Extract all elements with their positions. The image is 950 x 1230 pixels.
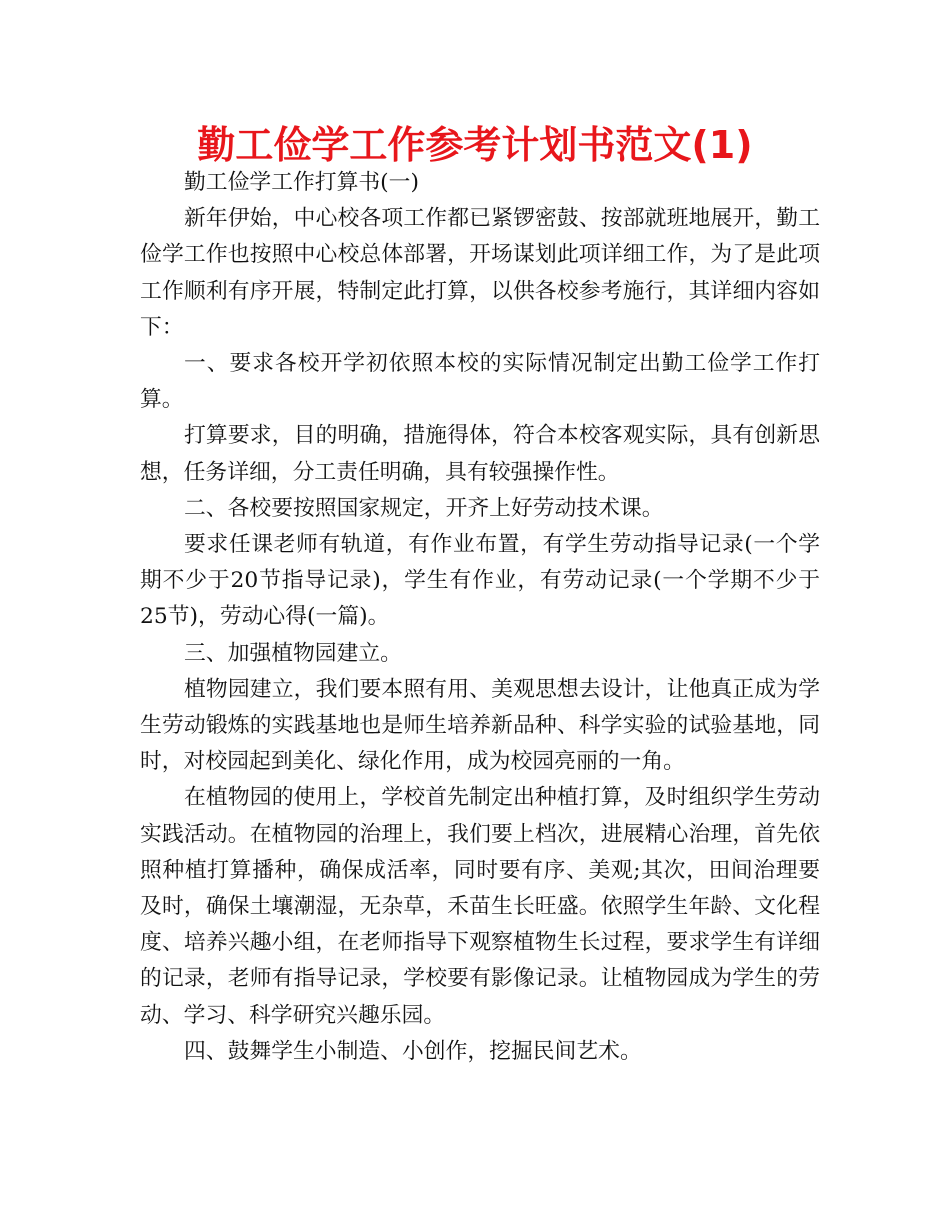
paragraph-section-3-body-1: 植物园建立，我们要本照有用、美观思想去设计，让他真正成为学生劳动锻炼的实践基地也是师生培养新品种、科学实验的试验基地，同时，对校园起到美化、绿化作用，成为校园亮丽的一角。 (140, 676, 820, 775)
document-title: 勤工俭学工作参考计划书范文(1) (197, 123, 753, 167)
paragraph-section-1-body: 打算要求，目的明确，措施得体，符合本校客观实际，具有创新思想，任务详细，分工责任明确，具有较强操作性。 (140, 423, 820, 485)
paragraph-section-1-heading: 一、要求各校开学初依照本校的实际情况制定出勤工俭学工作打算。 (140, 351, 820, 413)
paragraph-section-2-body: 要求任课老师有轨道，有作业布置，有学生劳动指导记录(一个学期不少于20节指导记录)，学生有作业，有劳动记录(一个学期不少于25节)，劳动心得(一篇)。 (140, 532, 820, 630)
document-body (140, 165, 820, 1070)
paragraph-intro: 新年伊始，中心校各项工作都已紧锣密鼓、按部就班地展开，勤工俭学工作也按照中心校总体部署，开场谋划此项详细工作，为了是此项工作顺利有序开展，特制定此打算，以供各校参考施行，其详细内容如下： (140, 206, 820, 340)
paragraph-section-3-heading: 三、加强植物园建立。 (184, 640, 402, 666)
paragraph-section-4-heading: 四、鼓舞学生小制造、小创作，挖掘民间艺术。 (184, 1038, 642, 1064)
paragraph-subtitle: 勤工俭学工作打算书(一) (184, 170, 419, 195)
paragraph-section-2-heading: 二、各校要按照国家规定，开齐上好劳动技术课。 (184, 495, 664, 521)
paragraph-section-3-body-2: 在植物园的使用上，学校首先制定出种植打算，及时组织学生劳动实践活动。在植物园的治理上，我们要上档次，进展精心治理，首先依照种植打算播种，确保成活率，同时要有序、美观;其次，田间治理要及时，确保土壤潮湿，无杂草，禾苗生长旺盛。依照学生年龄、文化程度、培养兴趣小组，在老师指导下观察植物生长过程，要求学生有详细的记录，老师有指导记录，学校要有影像记录。让植物园成为学生的劳动、学习、科学研究兴趣乐园。 (140, 785, 820, 1028)
